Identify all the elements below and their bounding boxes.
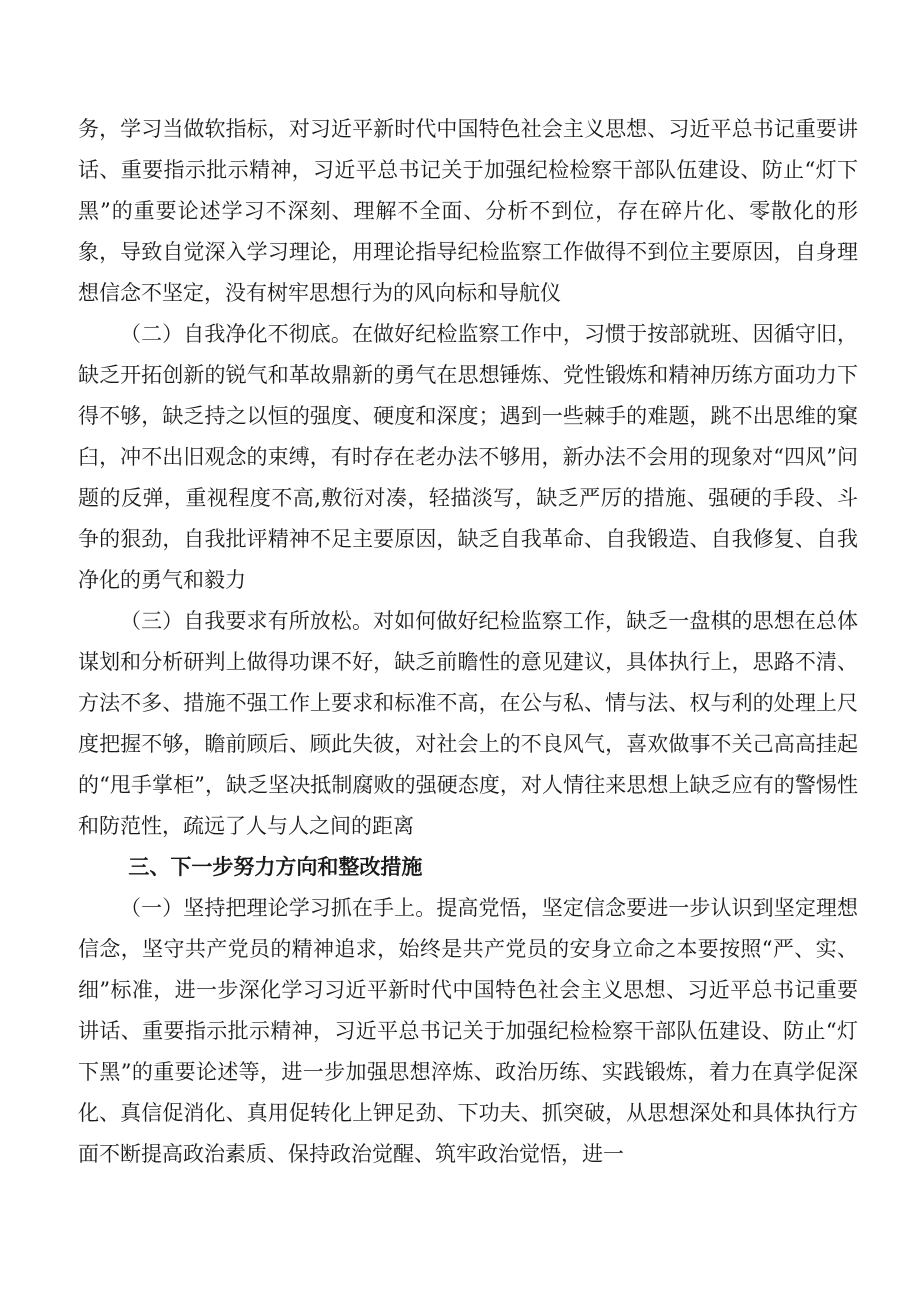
paragraph-theory-study: （一）坚持把理论学习抓在手上。提高党悟，坚定信念要进一步认识到坚定理想信念，坚守共产党员的精神追求，始终是共产党员的安身立命之本要按照“严、实、细”标准，进一步深化学习习近平新时代中国特色社会主义思想、习近平总书记重要讲话、重要指示批示精神，习近平总书记关于加强纪检检察干部队伍建设、防止“灯下黑”的重要论述等，进一步加强思想淬炼、政治历练、实践锻炼，着力在真学促深化、真信促消化、真用促转化上钾足劲、下功夫、抓突破，从思想深处和具体执行方面不断提高政治素质、保持政治觉醒、筑牢政治觉悟，进一 <box>78 896 858 1166</box>
section-heading-next-steps: 三、下一步努力方向和整改措施 <box>128 855 423 879</box>
paragraph-continuation: 务，学习当做软指标，对习近平新时代中国特色社会主义思想、习近平总书记重要讲话、重要指示批示精神，习近平总书记关于加强纪检检察干部队伍建设、防止“灯下黑”的重要论述学习不深刻、理解不全面、分析不到位，存在碎片化、零散化的形象，导致自觉深入学习理论，用理论指导纪检监察工作做得不到位主要原因，自身理想信念不坚定，没有树牢思想行为的风向标和导航仪 <box>78 117 858 305</box>
paragraph-self-purification: （二）自我净化不彻底。在做好纪检监察工作中，习惯于按部就班、因循守旧，缺乏开拓创新的锐气和革故鼎新的勇气在思想锤炼、党性锻炼和精神历练方面功力下得不够，缺乏持之以恒的强度、硬度和深度；遇到一些棘手的难题，跳不出思维的窠臼，冲不出旧观念的束缚，有时存在老办法不够用，新办法不会用的现象对“四风”问题的反弹，重视程度不高,敷衍对凑，轻描淡写，缺乏严厉的措施、强硬的手段、斗争的狠劲，自我批评精神不足主要原因，缺乏自我革命、自我锻造、自我修复、自我净化的勇气和毅力 <box>78 322 858 592</box>
paragraph-self-requirements: （三）自我要求有所放松。对如何做好纪检监察工作，缺乏一盘棋的思想在总体谋划和分析研判上做得功课不好，缺乏前瞻性的意见建议，具体执行上，思路不清、方法不多、措施不强工作上要求和标准不高，在公与私、情与法、权与利的处理上尺度把握不够，瞻前顾后、顾此失彼，对社会上的不良风气，喜欢做事不关己高高挂起的“甩手掌柜”，缺乏坚决抵制腐败的强硬态度，对人情往来思想上缺乏应有的警惕性和防范性，疏远了人与人之间的距离 <box>78 609 858 838</box>
